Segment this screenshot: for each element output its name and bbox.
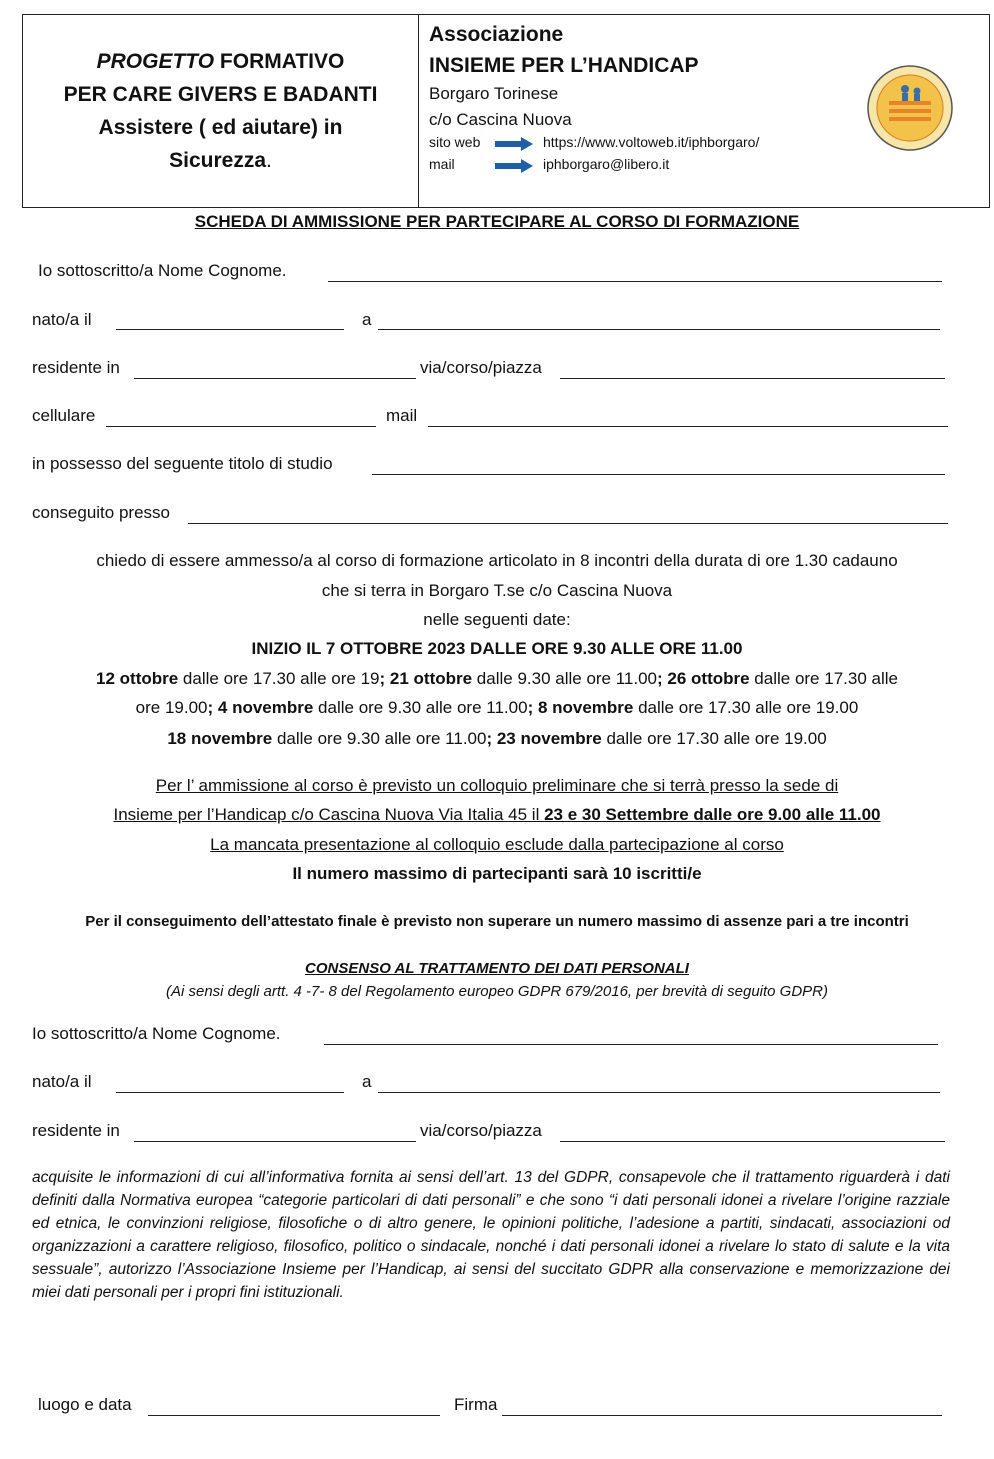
website-label: sito web <box>429 134 481 150</box>
request-text-2: che si terra in Borgaro T.se c/o Cascina Nuova <box>321 581 673 600</box>
email-link[interactable]: iphborgaro@libero.it <box>543 156 670 172</box>
residence-input-line[interactable] <box>134 378 416 379</box>
project-word: PROGETTO <box>96 50 215 73</box>
consent-street-input-line[interactable] <box>560 1141 945 1142</box>
consent-name-input-line[interactable] <box>324 1044 938 1045</box>
max-participants: Il numero massimo di partecipanti sarà 10 iscritti/e <box>292 864 702 883</box>
organization-info <box>429 19 699 133</box>
org-type: Associazione <box>429 23 564 46</box>
website-link[interactable]: https://www.voltoweb.it/iphborgaro/ <box>543 134 760 150</box>
attendance-note: Per il conseguimento dell’attestato finale è previsto non superare un numero massimo di assenze pari a tre incontri <box>85 913 909 930</box>
consent-birth-date-label: nato/a il <box>32 1072 92 1091</box>
dates-line-3: 18 novembre dalle ore 9.30 alle ore 11.00; 23 novembre dalle ore 17.30 alle ore 19.00 <box>167 729 827 748</box>
course-start-date: INIZIO IL 7 OTTOBRE 2023 DALLE ORE 9.30 ALLE ORE 11.00 <box>251 639 743 658</box>
project-title-cell <box>23 15 419 207</box>
formativo-word: FORMATIVO <box>214 50 345 73</box>
consent-residence-input-line[interactable] <box>134 1141 416 1142</box>
email-input-line[interactable] <box>428 426 948 427</box>
consent-name-label: Io sottoscritto/a Nome Cognome. <box>32 1024 281 1043</box>
form-title: SCHEDA DI AMMISSIONE PER PARTECIPARE AL CORSO DI FORMAZIONE <box>194 212 800 231</box>
request-text-3: nelle seguenti date: <box>423 610 571 629</box>
arrow-right-icon <box>495 137 533 151</box>
consent-birth-place-label: a <box>362 1072 372 1091</box>
consent-residence-label: residente in <box>32 1121 120 1140</box>
phone-label: cellulare <box>32 406 96 425</box>
name-label: Io sottoscritto/a Nome Cognome. <box>38 261 287 280</box>
street-label: via/corso/piazza <box>420 358 542 377</box>
birth-date-label: nato/a il <box>32 310 92 329</box>
signature-input-line[interactable] <box>502 1415 942 1416</box>
org-city: Borgaro Torinese <box>429 84 559 103</box>
name-input-line[interactable] <box>328 281 942 282</box>
signature-label: Firma <box>454 1395 498 1414</box>
email-label: mail <box>386 406 418 425</box>
place-date-label: luogo e data <box>38 1395 132 1414</box>
degree-input-line[interactable] <box>372 474 945 475</box>
obtained-at-input-line[interactable] <box>188 523 948 524</box>
project-tagline-1: Assistere ( ed aiutare) in <box>98 116 343 139</box>
degree-label: in possesso del seguente titolo di studio <box>32 454 333 473</box>
org-address: c/o Cascina Nuova <box>429 110 572 129</box>
consent-title: CONSENSO AL TRATTAMENTO DEI DATI PERSONALI <box>305 960 689 977</box>
street-input-line[interactable] <box>560 378 945 379</box>
dates-line-1: 12 ottobre dalle ore 17.30 alle ore 19; 21 ottobre dalle 9.30 alle ore 11.00; 26 ottobre dalle ore 17.30 alle <box>96 669 898 688</box>
interview-text-2: Insieme per l’Handicap c/o Cascina Nuova Via Italia 45 il 23 e 30 Settembre dalle ore 9.00 alle 11.00 <box>113 805 881 824</box>
birth-date-input-line[interactable] <box>116 329 344 330</box>
interview-text-3: La mancata presentazione al colloquio esclude dalla partecipazione al corso <box>210 835 784 854</box>
request-text-1: chiedo di essere ammesso/a al corso di formazione articolato in 8 incontri della durata di ore 1.30 cadauno <box>96 551 898 570</box>
project-title: PROGETTO FORMATIVO PER CARE GIVERS E BADANTI Assistere ( ed aiutare) in Sicurezza. <box>23 45 418 177</box>
birth-place-label: a <box>362 310 372 329</box>
interview-text-1: Per l’ ammissione al corso è previsto un colloquio preliminare che si terrà presso la sede di <box>155 776 839 795</box>
obtained-at-label: conseguito presso <box>32 503 170 522</box>
project-subtitle: PER CARE GIVERS E BADANTI <box>63 83 378 106</box>
org-name: INSIEME PER L’HANDICAP <box>429 54 699 77</box>
consent-subtitle: (Ai sensi degli artt. 4 -7- 8 del Regolamento europeo GDPR 679/2016, per brevità di seguito GDPR) <box>165 983 828 1000</box>
header-box <box>22 14 990 208</box>
consent-street-label: via/corso/piazza <box>420 1121 542 1140</box>
place-date-input-line[interactable] <box>148 1415 440 1416</box>
consent-body: acquisite le informazioni di cui all’informativa fornita ai sensi dell’art. 13 del GDPR, consapevole che il trattamento riguarderà i dati definiti dalla Normativa europea “categorie particolari di dati personali” e che sono “i dati personali idonei a rivelare l’origine razziale ed etnica, le convinzioni religiose, filosofiche o di altro genere, le opinioni politiche, l’adesione a partiti, sindacati, associazioni od organizzazioni a carattere religioso, filosofico, politico o sindacale, nonché i dati personali idonei a rivelare lo stato di salute e la vita sessuale”, autorizzo l’Associazione Insieme per l’Handicap, ai sensi del succitato GDPR alla conservazione e memorizzazione dei miei dati personali per i propri fini istituzionali. <box>32 1169 950 1301</box>
residence-label: residente in <box>32 358 120 377</box>
phone-input-line[interactable] <box>106 426 376 427</box>
association-logo <box>865 63 955 153</box>
consent-birth-place-input-line[interactable] <box>378 1092 940 1093</box>
project-tagline-2: Sicurezza <box>169 149 267 172</box>
dates-line-2: ore 19.00; 4 novembre dalle ore 9.30 alle ore 11.00; 8 novembre dalle ore 17.30 alle ore 19.00 <box>135 698 859 717</box>
consent-birth-date-input-line[interactable] <box>116 1092 344 1093</box>
arrow-right-icon <box>495 159 533 173</box>
mail-label: mail <box>429 156 455 172</box>
birth-place-input-line[interactable] <box>378 329 940 330</box>
